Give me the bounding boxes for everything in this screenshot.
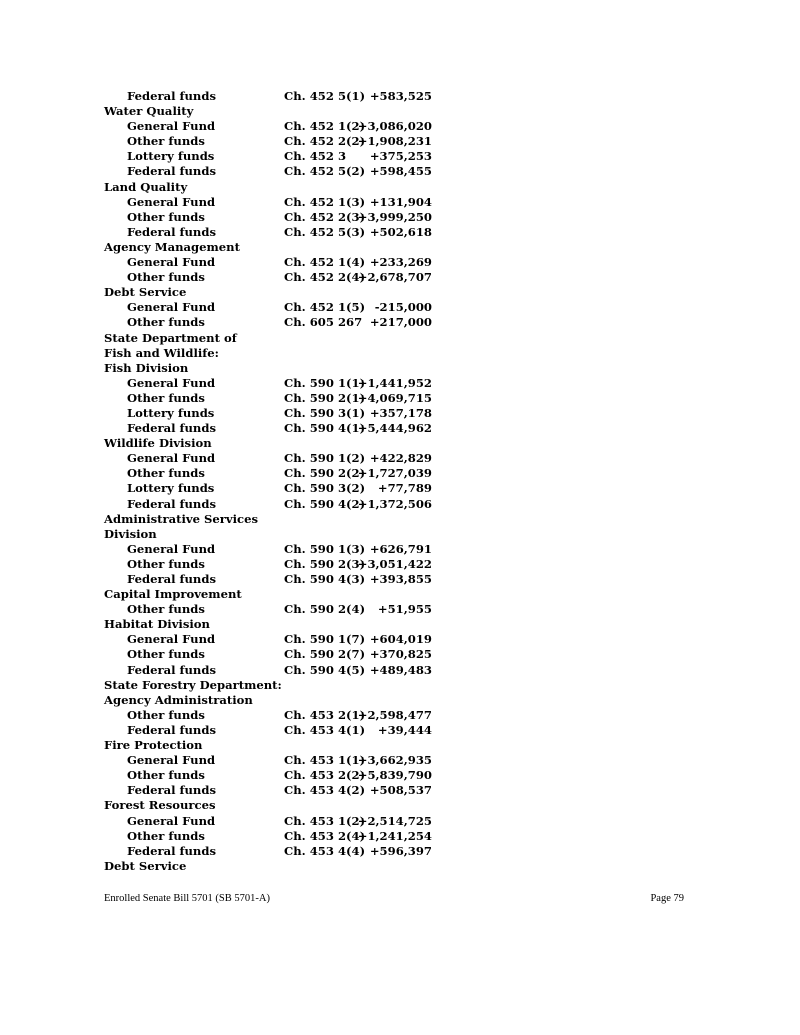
fund-label: Federal funds <box>127 722 216 737</box>
heading-label: State Forestry Department: <box>104 677 282 692</box>
line-item-row <box>104 783 444 798</box>
amount-value: +596,397 <box>369 843 432 858</box>
section-heading <box>104 798 444 813</box>
chapter-citation: Ch. 590 3(2) <box>284 481 366 496</box>
amount-value: +77,789 <box>377 481 432 496</box>
chapter-citation: Ch. 452 2(4) <box>284 270 366 285</box>
fund-label: Other funds <box>127 315 205 330</box>
line-item-row <box>104 723 444 738</box>
amount-value: +1,241,254 <box>357 828 432 843</box>
section-heading <box>104 104 444 119</box>
chapter-citation: Ch. 590 2(1) <box>284 390 366 405</box>
line-item-row <box>104 406 444 421</box>
fund-label: Federal funds <box>127 572 216 586</box>
heading-label: Agency Management <box>104 239 240 254</box>
fund-label: Federal funds <box>127 89 216 103</box>
amount-value: +5,444,962 <box>357 421 432 436</box>
amount-value: -215,000 <box>374 300 432 315</box>
amount-value: +489,483 <box>369 662 432 677</box>
line-item-row <box>104 225 444 240</box>
chapter-citation: Ch. 452 2(2) <box>284 134 366 149</box>
amount-value: +508,537 <box>369 783 432 798</box>
appropriations-list <box>104 89 444 874</box>
line-item-row <box>104 421 444 436</box>
amount-value: +217,000 <box>369 315 432 330</box>
chapter-citation: Ch. 605 267 <box>284 315 363 330</box>
footer-page-number: Page 79 <box>650 893 684 904</box>
fund-label: General Fund <box>127 753 216 768</box>
line-item-row <box>104 270 444 285</box>
amount-value: +2,514,725 <box>357 813 432 828</box>
fund-label: Other funds <box>127 828 205 843</box>
chapter-citation: Ch. 453 4(2) <box>284 783 366 798</box>
amount-value: +2,678,707 <box>357 270 432 285</box>
section-heading <box>104 285 444 300</box>
fund-label: General Fund <box>127 451 216 466</box>
line-item-row <box>104 481 444 496</box>
line-item-row <box>104 466 444 481</box>
chapter-citation: Ch. 590 1(2) <box>284 451 366 466</box>
section-heading <box>104 678 444 693</box>
heading-label: Wildlife Division <box>104 436 212 451</box>
chapter-citation: Ch. 590 2(4) <box>284 602 366 617</box>
line-item-row <box>104 647 444 662</box>
fund-label: Other funds <box>127 270 205 285</box>
line-item-row <box>104 542 444 557</box>
line-item-row <box>104 632 444 647</box>
amount-value: +393,855 <box>369 572 432 586</box>
chapter-citation: Ch. 453 2(4) <box>284 828 366 843</box>
fund-label: Federal funds <box>127 224 216 239</box>
line-item-row <box>104 134 444 149</box>
heading-label: Capital Improvement <box>104 587 242 602</box>
line-item-row <box>104 195 444 210</box>
fund-label: General Fund <box>127 194 216 209</box>
line-item-row <box>104 557 444 572</box>
chapter-citation: Ch. 590 4(3) <box>284 572 366 586</box>
chapter-citation: Ch. 452 5(3) <box>284 224 366 239</box>
fund-label: Lottery funds <box>127 405 215 420</box>
fund-label: Other funds <box>127 466 205 481</box>
chapter-citation: Ch. 590 1(1) <box>284 375 366 390</box>
fund-label: General Fund <box>127 119 216 134</box>
heading-label: Land Quality <box>104 179 188 194</box>
fund-label: General Fund <box>127 813 216 828</box>
chapter-citation: Ch. 452 1(5) <box>284 300 366 315</box>
fund-label: Federal funds <box>127 421 216 436</box>
heading-label: Water Quality <box>104 104 194 119</box>
amount-value: +233,269 <box>369 255 432 270</box>
section-heading <box>104 693 444 708</box>
heading-label: Fish Division <box>104 360 189 375</box>
amount-value: +1,727,039 <box>357 466 432 481</box>
chapter-citation: Ch. 452 3 <box>284 149 347 164</box>
section-heading <box>104 527 444 542</box>
fund-label: Other funds <box>127 768 205 783</box>
amount-value: +4,069,715 <box>357 390 432 405</box>
page-footer <box>104 893 684 909</box>
line-item-row <box>104 708 444 723</box>
chapter-citation: Ch. 453 1(2) <box>284 813 366 828</box>
chapter-citation: Ch. 452 1(3) <box>284 194 366 209</box>
amount-value: +39,444 <box>377 722 432 737</box>
line-item-row <box>104 89 444 104</box>
line-item-row <box>104 663 444 678</box>
line-item-row <box>104 376 444 391</box>
section-heading <box>104 346 444 361</box>
fund-label: Other funds <box>127 647 205 662</box>
line-item-row <box>104 753 444 768</box>
section-heading <box>104 361 444 376</box>
chapter-citation: Ch. 453 2(2) <box>284 768 366 783</box>
section-heading <box>104 512 444 527</box>
chapter-citation: Ch. 452 5(2) <box>284 164 366 179</box>
heading-label: Agency Administration <box>104 692 253 707</box>
chapter-citation: Ch. 453 4(1) <box>284 722 366 737</box>
heading-label: State Department of <box>104 330 237 345</box>
amount-value: +370,825 <box>369 647 432 662</box>
section-heading <box>104 587 444 602</box>
fund-label: General Fund <box>127 300 216 315</box>
line-item-row <box>104 210 444 225</box>
amount-value: +1,372,506 <box>357 496 432 511</box>
fund-label: Federal funds <box>127 496 216 511</box>
chapter-citation: Ch. 590 3(1) <box>284 405 366 420</box>
chapter-citation: Ch. 590 4(2) <box>284 496 366 511</box>
amount-value: +51,955 <box>377 602 432 617</box>
fund-label: General Fund <box>127 255 216 270</box>
chapter-citation: Ch. 452 1(4) <box>284 255 366 270</box>
chapter-citation: Ch. 590 1(7) <box>284 632 366 647</box>
amount-value: +5,839,790 <box>357 768 432 783</box>
chapter-citation: Ch. 452 2(3) <box>284 209 366 224</box>
line-item-row <box>104 255 444 270</box>
line-item-row <box>104 602 444 617</box>
line-item-row <box>104 844 444 859</box>
heading-label: Forest Resources <box>104 798 216 813</box>
fund-label: Federal funds <box>127 662 216 677</box>
section-heading <box>104 240 444 255</box>
amount-value: +3,051,422 <box>357 556 432 571</box>
amount-value: +3,662,935 <box>357 753 432 768</box>
fund-label: Other funds <box>127 602 205 617</box>
fund-label: Lottery funds <box>127 149 215 164</box>
fund-label: Federal funds <box>127 783 216 798</box>
line-item-row <box>104 315 444 330</box>
chapter-citation: Ch. 590 2(2) <box>284 466 366 481</box>
amount-value: +604,019 <box>369 632 432 647</box>
amount-value: +131,904 <box>369 194 432 209</box>
amount-value: +2,598,477 <box>357 707 432 722</box>
fund-label: General Fund <box>127 541 216 556</box>
section-heading <box>104 859 444 874</box>
amount-value: +502,618 <box>369 224 432 239</box>
line-item-row <box>104 572 444 587</box>
fund-label: General Fund <box>127 375 216 390</box>
chapter-citation: Ch. 453 1(1) <box>284 753 366 768</box>
chapter-citation: Ch. 590 1(3) <box>284 541 366 556</box>
amount-value: +357,178 <box>369 405 432 420</box>
amount-value: +3,086,020 <box>357 119 432 134</box>
amount-value: +375,253 <box>369 149 432 164</box>
chapter-citation: Ch. 590 4(1) <box>284 421 366 436</box>
line-item-row <box>104 768 444 783</box>
line-item-row <box>104 497 444 512</box>
line-item-row <box>104 119 444 134</box>
fund-label: Other funds <box>127 390 205 405</box>
chapter-citation: Ch. 452 5(1) <box>284 89 366 103</box>
heading-label: Administrative Services <box>104 511 258 526</box>
fund-label: Other funds <box>127 556 205 571</box>
amount-value: +1,441,952 <box>357 375 432 390</box>
fund-label: Other funds <box>127 134 205 149</box>
fund-label: Federal funds <box>127 843 216 858</box>
section-heading <box>104 180 444 195</box>
chapter-citation: Ch. 590 2(3) <box>284 556 366 571</box>
fund-label: General Fund <box>127 632 216 647</box>
line-item-row <box>104 300 444 315</box>
heading-label: Fish and Wildlife: <box>104 345 219 360</box>
fund-label: Lottery funds <box>127 481 215 496</box>
fund-label: Federal funds <box>127 164 216 179</box>
fund-label: Other funds <box>127 707 205 722</box>
line-item-row <box>104 829 444 844</box>
line-item-row <box>104 391 444 406</box>
chapter-citation: Ch. 453 2(1) <box>284 707 366 722</box>
heading-label: Debt Service <box>104 285 187 300</box>
line-item-row <box>104 149 444 164</box>
section-heading <box>104 617 444 632</box>
line-item-row <box>104 164 444 179</box>
line-item-row <box>104 814 444 829</box>
section-heading <box>104 738 444 753</box>
amount-value: +626,791 <box>369 541 432 556</box>
footer-bill-title: Enrolled Senate Bill 5701 (SB 5701-A) <box>104 893 270 904</box>
heading-label: Fire Protection <box>104 738 203 753</box>
line-item-row <box>104 451 444 466</box>
chapter-citation: Ch. 590 2(7) <box>284 647 366 662</box>
heading-label: Habitat Division <box>104 617 210 632</box>
section-heading <box>104 436 444 451</box>
amount-value: +3,999,250 <box>357 209 432 224</box>
amount-value: +598,455 <box>369 164 432 179</box>
amount-value: +583,525 <box>369 89 432 103</box>
chapter-citation: Ch. 590 4(5) <box>284 662 366 677</box>
amount-value: +1,908,231 <box>357 134 432 149</box>
section-heading <box>104 331 444 346</box>
heading-label: Debt Service <box>104 858 187 873</box>
fund-label: Other funds <box>127 209 205 224</box>
chapter-citation: Ch. 452 1(2) <box>284 119 366 134</box>
amount-value: +422,829 <box>369 451 432 466</box>
heading-label: Division <box>104 526 157 541</box>
chapter-citation: Ch. 453 4(4) <box>284 843 366 858</box>
